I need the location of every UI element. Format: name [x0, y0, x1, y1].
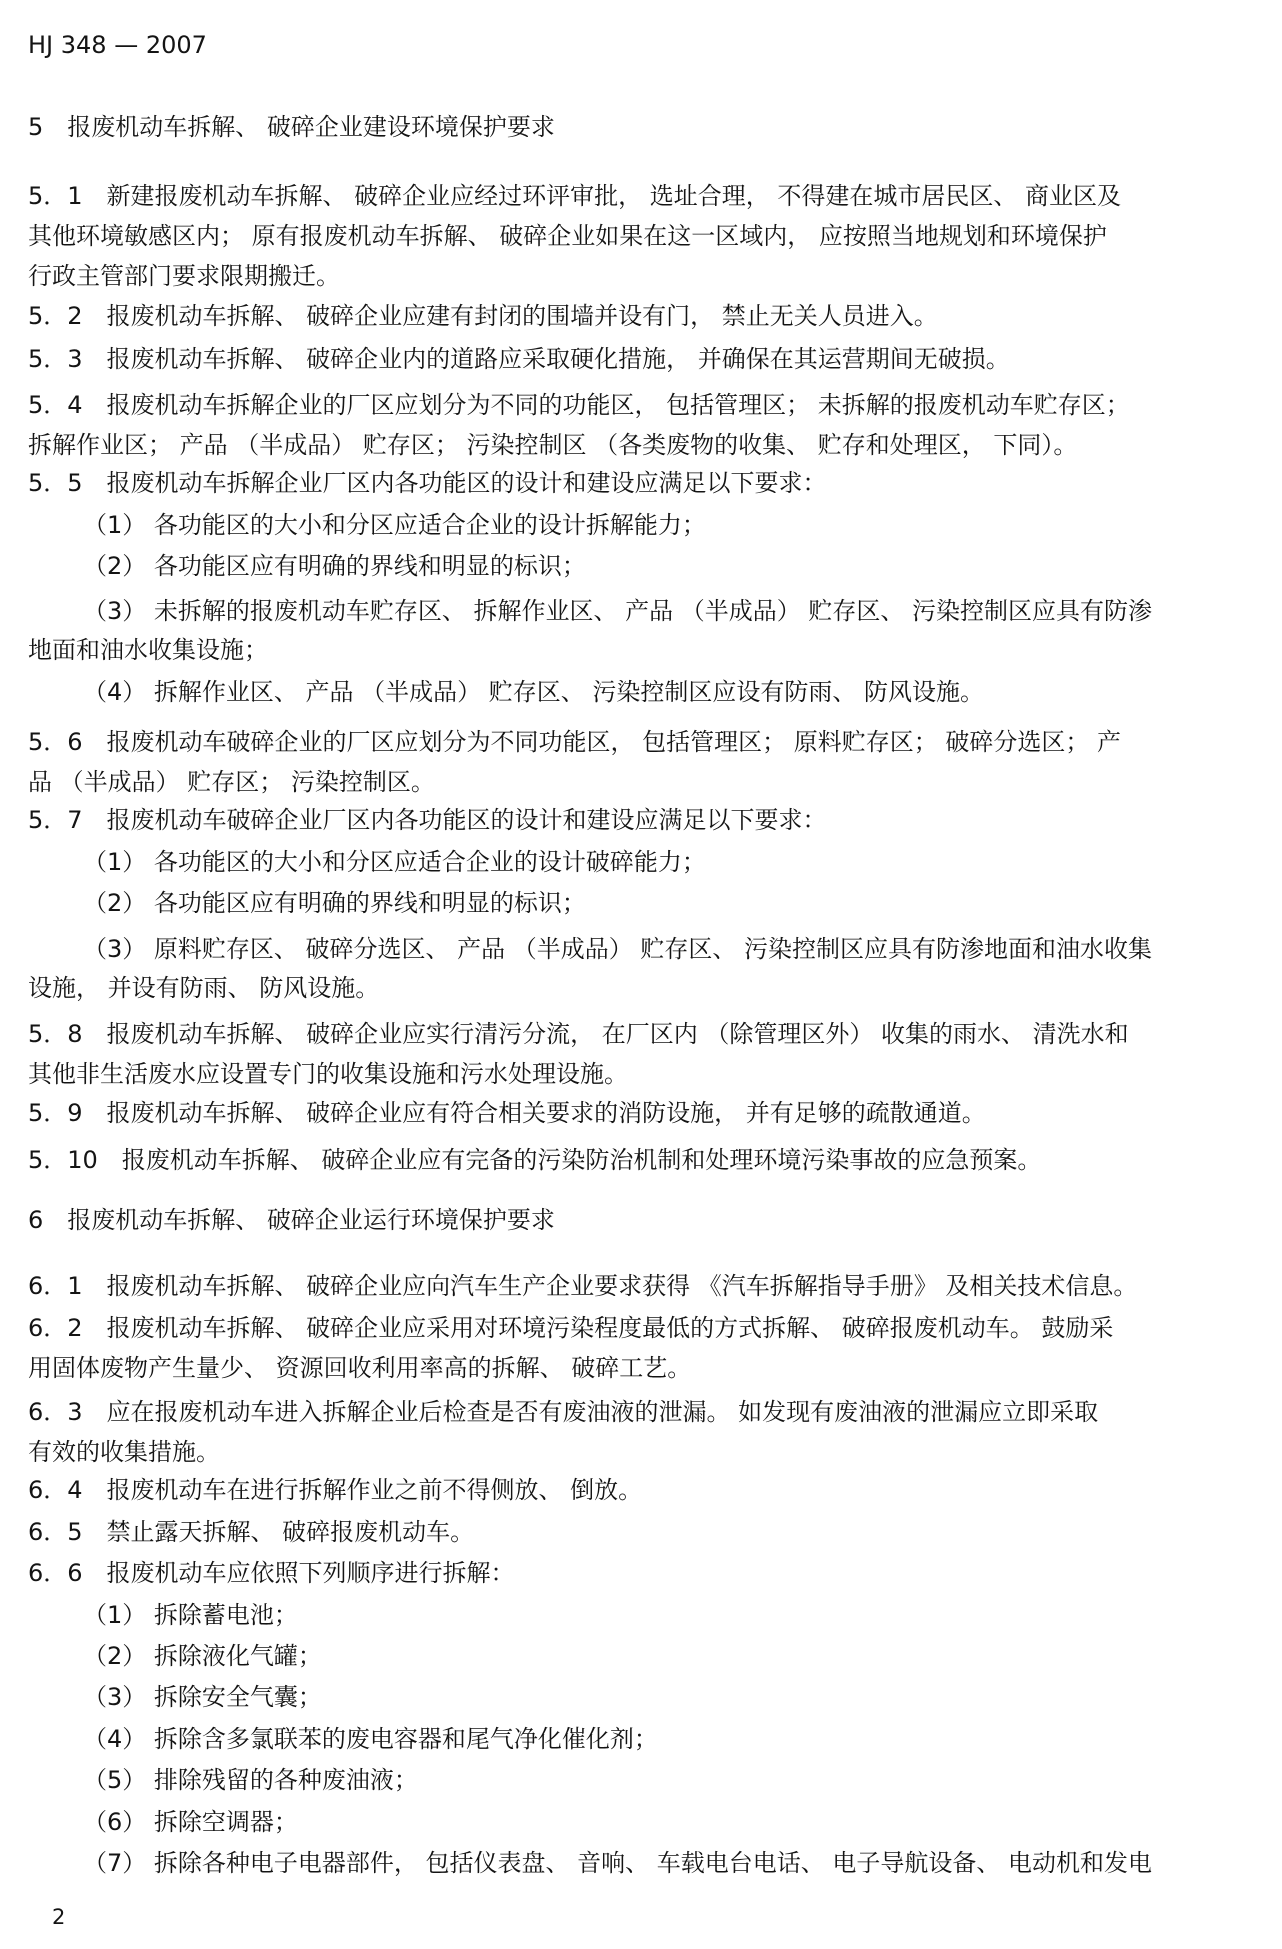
clause-5-6-line-2: 品 （半成品） 贮存区； 污染控制区。 — [28, 768, 435, 796]
clause-5-1-line-3: 行政主管部门要求限期搬迁。 — [28, 262, 340, 290]
section-heading-6: 6 报废机动车拆解、 破碎企业运行环境保护要求 — [28, 1206, 555, 1234]
clause-6-6-item-1: （1） 拆除蓄电池； — [83, 1601, 298, 1629]
clause-5-9: 5．9 报废机动车拆解、 破碎企业应有符合相关要求的消防设施， 并有足够的疏散通道。 — [28, 1099, 986, 1127]
clause-6-6-item-3: （3） 拆除安全气囊； — [83, 1683, 322, 1711]
clause-5-5-item-3-line-2: 地面和油水收集设施； — [28, 636, 268, 664]
clause-5-7-item-1: （1） 各功能区的大小和分区应适合企业的设计破碎能力； — [83, 848, 706, 876]
clause-5-8-line-2: 其他非生活废水应设置专门的收集设施和污水处理设施。 — [28, 1060, 628, 1088]
clause-6-6-item-7: （7） 拆除各种电子电器部件， 包括仪表盘、 音响、 车载电台电话、 电子导航设备、 电动机和发电 — [83, 1849, 1153, 1877]
clause-6-5: 6．5 禁止露天拆解、 破碎报废机动车。 — [28, 1518, 475, 1546]
clause-5-1-line-2: 其他环境敏感区内； 原有报废机动车拆解、 破碎企业如果在这一区域内， 应按照当地规划和环境保护 — [28, 222, 1107, 250]
clause-5-4-line-1: 5．4 报废机动车拆解企业的厂区应划分为不同的功能区， 包括管理区； 未拆解的报废机动车贮存区； — [28, 391, 1130, 419]
clause-5-5-item-4: （4） 拆解作业区、 产品 （半成品） 贮存区、 污染控制区应设有防雨、 防风设施。 — [83, 678, 985, 706]
clause-6-6: 6．6 报废机动车应依照下列顺序进行拆解： — [28, 1559, 515, 1587]
clause-6-6-item-6: （6） 拆除空调器； — [83, 1808, 298, 1836]
clause-6-6-item-5: （5） 排除残留的各种废油液； — [83, 1766, 418, 1794]
clause-5-2: 5．2 报废机动车拆解、 破碎企业应建有封闭的围墙并设有门， 禁止无关人员进入。 — [28, 302, 938, 330]
clause-6-2-line-2: 用固体废物产生量少、 资源回收利用率高的拆解、 破碎工艺。 — [28, 1354, 692, 1382]
clause-5-5: 5．5 报废机动车拆解企业厂区内各功能区的设计和建设应满足以下要求： — [28, 469, 827, 497]
page-number: 2 — [52, 1905, 66, 1929]
clause-5-4-line-2: 拆解作业区； 产品 （半成品） 贮存区； 污染控制区 （各类废物的收集、 贮存和处理区， 下同）。 — [28, 431, 1078, 459]
clause-5-1-line-1: 5．1 新建报废机动车拆解、 破碎企业应经过环评审批， 选址合理， 不得建在城市居民区、 商业区及 — [28, 182, 1122, 210]
standard-code-header: HJ 348 — 2007 — [28, 31, 207, 59]
clause-6-4: 6．4 报废机动车在进行拆解作业之前不得侧放、 倒放。 — [28, 1476, 643, 1504]
clause-5-6-line-1: 5．6 报废机动车破碎企业的厂区应划分为不同功能区， 包括管理区； 原料贮存区； 破碎分选区； 产 — [28, 728, 1122, 756]
clause-6-6-item-2: （2） 拆除液化气罐； — [83, 1642, 322, 1670]
clause-6-1: 6．1 报废机动车拆解、 破碎企业应向汽车生产企业要求获得 《汽车拆解指导手册》 及相关技术信息。 — [28, 1272, 1138, 1300]
clause-5-3: 5．3 报废机动车拆解、 破碎企业内的道路应采取硬化措施， 并确保在其运营期间无破损。 — [28, 345, 1010, 373]
clause-5-7-item-3-line-1: （3） 原料贮存区、 破碎分选区、 产品 （半成品） 贮存区、 污染控制区应具有防渗地面和油水收集 — [83, 935, 1153, 963]
clause-5-5-item-3-line-1: （3） 未拆解的报废机动车贮存区、 拆解作业区、 产品 （半成品） 贮存区、 污染控制区应具有防渗 — [83, 597, 1153, 625]
clause-5-7: 5．7 报废机动车破碎企业厂区内各功能区的设计和建设应满足以下要求： — [28, 806, 827, 834]
clause-6-2-line-1: 6．2 报废机动车拆解、 破碎企业应采用对环境污染程度最低的方式拆解、 破碎报废机动车。 鼓励采 — [28, 1314, 1114, 1342]
clause-5-8-line-1: 5．8 报废机动车拆解、 破碎企业应实行清污分流， 在厂区内 （除管理区外） 收集的雨水、 清洗水和 — [28, 1020, 1129, 1048]
clause-5-10: 5．10 报废机动车拆解、 破碎企业应有完备的污染防治机制和处理环境污染事故的应急预案。 — [28, 1146, 1042, 1174]
clause-6-6-item-4: （4） 拆除含多氯联苯的废电容器和尾气净化催化剂； — [83, 1725, 658, 1753]
clause-5-7-item-3-line-2: 设施， 并设有防雨、 防风设施。 — [28, 974, 380, 1002]
clause-6-3-line-2: 有效的收集措施。 — [28, 1438, 220, 1466]
clause-5-5-item-2: （2） 各功能区应有明确的界线和明显的标识； — [83, 552, 586, 580]
clause-5-7-item-2: （2） 各功能区应有明确的界线和明显的标识； — [83, 889, 586, 917]
section-heading-5: 5 报废机动车拆解、 破碎企业建设环境保护要求 — [28, 113, 555, 141]
clause-5-5-item-1: （1） 各功能区的大小和分区应适合企业的设计拆解能力； — [83, 511, 706, 539]
clause-6-3-line-1: 6．3 应在报废机动车进入拆解企业后检查是否有废油液的泄漏。 如发现有废油液的泄漏应立即采取 — [28, 1398, 1099, 1426]
